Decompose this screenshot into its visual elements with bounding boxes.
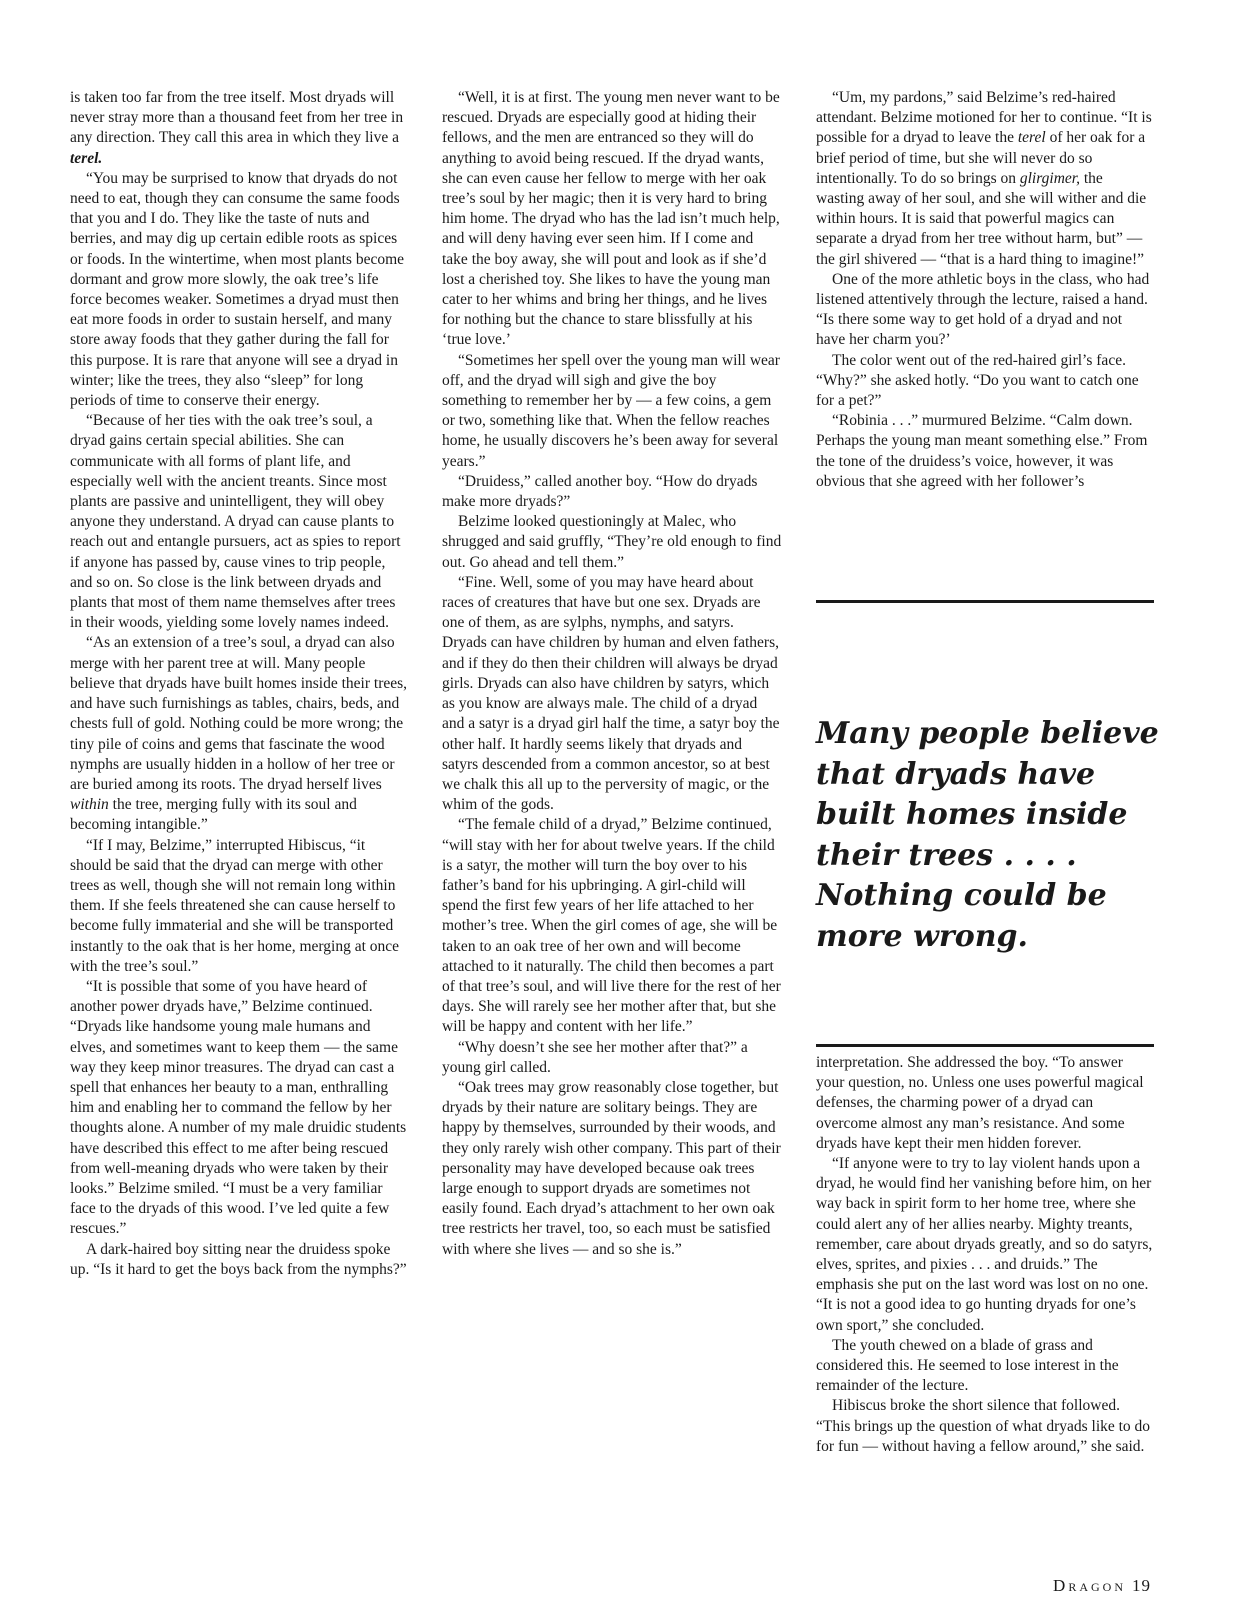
emphasis-term: within — [70, 796, 109, 814]
paragraph: Hibiscus broke the short silence that followed. “This brings up the question of what dryads like to do for fun — without having a fellow around,” she said. — [816, 1397, 1151, 1455]
paragraph: “Because of her ties with the oak tree’s soul, a dryad gains certain special abilities. She can communicate with all forms of plant life, and especially well with the ancient treants. Since most plants are passive and unintelligent, they will obey anyone they understand. A dryad can cause plants to reach out and entangle pursuers, act as spies to report if anyone has passed by, cause vines to trip people, and so on. So close is the link between dryads and plants that most of them name themselves after trees in their woods, yielding some lovely names indeed. — [70, 412, 401, 632]
paragraph: interpretation. She addressed the boy. “To answer your question, no. Unless one uses powerful magical defenses, the charming power of a dryad can overcome almost any man’s resistance. And some dryads have kept their men hidden forever. — [816, 1054, 1144, 1152]
paragraph: “Oak trees may grow reasonably close together, but dryads by their nature are solitary beings. They are happy by themselves, surrounded by their woods, and they only rarely wish other company. This part of their personality may have developed because oak trees large enough to support dryads are sometimes not easily found. Each dryad’s attachment to her own oak tree restricts her travel, too, so each must be satisfied with where she lives — and so she is.” — [442, 1078, 781, 1258]
emphasis-term: glirgimer, — [1019, 169, 1080, 187]
paragraph: “Um, my pardons,” said Belzime’s red-haired attendant. Belzime motioned for her to continue. “It is possible for a dryad to leave the terel of her oak for a brief period of time, but she will never do so intentionally. To do so brings on glirgimer, the wasting away of her soul, and she will wither and die within hours. It is said that powerful magics can separate a dryad from her tree without harm, but” — the girl shivered — “that is a hard thing to imagine!” — [816, 89, 1152, 268]
text-column-1 — [70, 88, 408, 1280]
paragraph: “As an extension of a tree’s soul, a dryad can also merge with her parent tree at will. Many people believe that dryads have built homes inside their trees, and have such furnishings as tables, chairs, beds, and chests full of gold. Nothing could be more wrong; the tiny pile of coins and gems that fascinate the wood nymphs are usually hidden in a hollow of her tree or are buried among its roots. The dryad herself lives within the tree, merging fully with its soul and becoming intangible.” — [70, 634, 408, 834]
paragraph: “Robinia . . .” murmured Belzime. “Calm down. Perhaps the young man meant something else.” From the tone of the druidess’s voice, however, it was obvious that she agreed with her follower’s — [816, 412, 1148, 490]
paragraph: “It is possible that some of you have heard of another power dryads have,” Belzime continued. “Dryads like handsome young male humans and elves, and sometimes want to keep them — the same way they keep minor treasures. The dryad can cast a spell that enhances her beauty to a man, enthralling him and enabling her to command the fellow by her thoughts alone. A number of my male druidic students have described this effect to me after being rescued from well-meaning dryads who were taken by their looks.” Belzime smiled. “I must be a very familiar face to the dryads of this wood. I’ve led quite a few rescues.” — [70, 977, 407, 1238]
paragraph: “If anyone were to try to lay violent hands upon a dryad, he would find her vanishing before him, on her way back in spirit form to her home tree, where she could alert any of her allies nearby. Mighty treants, remember, care about dryads greatly, and so do satyrs, elves, sprites, and pixies . . . and druids.” The emphasis she put on the last word was lost on no one. “It is not a good idea to go hunting dryads for one’s own sport,” she concluded. — [816, 1155, 1153, 1334]
pull-quote: Many people believe that dryads have built homes inside their trees . . . . Nothing could be more wrong. — [816, 716, 1159, 954]
emphasis-term: terel — [1017, 129, 1046, 147]
paragraph: “Druidess,” called another boy. “How do dryads make more dryads?” — [442, 472, 758, 511]
paragraph: “Well, it is at first. The young men never want to be rescued. Dryads are especially good at hiding their fellows, and the men are entranced so they will do anything to avoid being rescued. If the dryad wants, she can even cause her fellow to merge with her oak tree’s soul by her magic; then it is very hard to bring him home. The dryad who has the lad isn’t much help, and will deny having ever seen him. If I come and take the boy away, she will pout and look as if she’d lost a cherished toy. She likes to have the young man cater to her whims and bring her things, and he lives for nothing but the chance to stare blissfully at his ‘true love.’ — [442, 89, 780, 349]
paragraph: “The female child of a dryad,” Belzime continued, “will stay with her for about twelve years. If the child is a satyr, the mother will turn the boy over to his father’s band for his upbringing. A girl-child will spend the first few years of her life attached to her mother’s tree. When the girl comes of age, she will be taken to an oak tree of her own and will become attached to it naturally. The child then becomes a part of that tree’s soul, and will live there for the rest of her days. She will rarely see her mother after that, but she will be happy and content with her life.” — [442, 816, 781, 1036]
paragraph: A dark-haired boy sitting near the druidess spoke up. “Is it hard to get the boys back from the nymphs?” — [70, 1240, 407, 1278]
text-column-3-top — [816, 88, 1154, 492]
paragraph: One of the more athletic boys in the class, who had listened attentively through the lecture, raised a hand. “Is there some way to get hold of a dryad and not have her charm you?’ — [816, 270, 1150, 349]
page-footer — [1053, 1576, 1151, 1596]
paragraph: “Fine. Well, some of you may have heard about races of creatures that have but one sex. Dryads are one of them, as are sylphs, nymphs, and satyrs. Dryads can have children by human and elven fathers, and if they do then their children will always be dryad girls. Dryads can also have children by satyrs, which as you know are always male. The child of a dryad and a satyr is a dryad girl half the time, a satyr boy the other half. It hardly seems likely that dryads and satyrs descended from a common ancestor, so at best we chalk this all up to the perversity of magic, or the whim of the gods. — [442, 573, 780, 814]
paragraph: Belzime looked questioningly at Malec, who shrugged and said gruffly, “They’re old enough to find out. Go ahead and tell them.” — [442, 513, 782, 571]
text-column-3-bottom — [816, 1053, 1154, 1457]
paragraph: is taken too far from the tree itself. Most dryads will never stray more than a thousand feet from her tree in any direction. They call this area in which they live a terel. — [70, 89, 404, 167]
pull-quote-bottom-rule — [816, 1044, 1154, 1047]
paragraph: “Sometimes her spell over the young man will wear off, and the dryad will sigh and give the boy something to remember her by — a few coins, a gem or two, something like that. When the fellow reaches home, he usually discovers he’s been away for several years.” — [442, 351, 780, 470]
paragraph: “You may be surprised to know that dryads do not need to eat, though they can consume the same foods that you and I do. They like the taste of nuts and berries, and may dig up certain edible roots as spices or foods. In the wintertime, when most plants become dormant and grow more slowly, the oak tree’s life force becomes weaker. Sometimes a dryad must then eat more foods in order to sustain herself, and many store away foods that they gather during the fall for this purpose. It is rare that anyone will see a dryad in winter; like the trees, they also “sleep” for long periods of time to conserve their energy. — [70, 169, 405, 410]
text-column-2 — [442, 88, 782, 1260]
emphasis-term: terel. — [70, 149, 103, 167]
paragraph: “If I may, Belzime,” interrupted Hibiscus, “it should be said that the dryad can merge with other trees as well, though she will not remain long within them. If she feels threatened she can cause herself to become fully immaterial and she will be transported instantly to the oak that is her home, merging at once with the tree’s soul.” — [70, 836, 400, 975]
paragraph: The youth chewed on a blade of grass and considered this. He seemed to lose interest in the remainder of the lecture. — [816, 1336, 1119, 1395]
page-number: 19 — [1132, 1576, 1151, 1595]
paragraph: The color went out of the red-haired girl’s face. “Why?” she asked hotly. “Do you want to catch one for a pet?” — [816, 351, 1139, 410]
magazine-name: Dragon — [1053, 1576, 1126, 1595]
paragraph: “Why doesn’t she see her mother after that?” a young girl called. — [442, 1038, 748, 1076]
pull-quote-top-rule — [816, 600, 1154, 603]
